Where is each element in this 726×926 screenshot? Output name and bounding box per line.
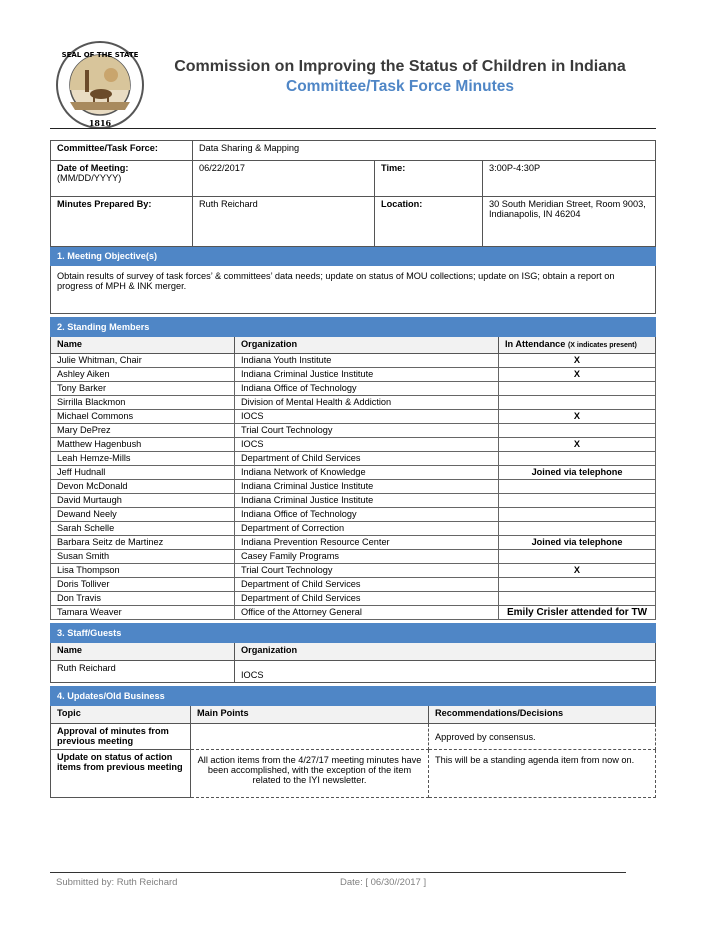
- member-attendance: Emily Crisler attended for TW: [499, 606, 656, 620]
- member-row: [51, 578, 656, 592]
- member-organization: Indiana Criminal Justice Institute: [235, 480, 499, 494]
- member-name: Jeff Hudnall: [51, 466, 235, 480]
- member-organization: Indiana Criminal Justice Institute: [235, 368, 499, 382]
- member-organization: Trial Court Technology: [235, 564, 499, 578]
- member-name: Sarah Schelle: [51, 522, 235, 536]
- member-name: Devon McDonald: [51, 480, 235, 494]
- objective-heading: 1. Meeting Objective(s): [51, 247, 656, 266]
- member-organization: IOCS: [235, 438, 499, 452]
- document-subtitle: Committee/Task Force Minutes: [286, 78, 514, 95]
- member-row: [51, 424, 656, 438]
- members-col-org: Organization: [235, 337, 499, 354]
- update-points: All action items from the 4/27/17 meeting minutes have been accomplished, with the exception of the item related to the IYI newsletter.: [191, 750, 429, 798]
- member-name: Lisa Thompson: [51, 564, 235, 578]
- updates-col-topic: Topic: [51, 706, 191, 724]
- member-attendance: X: [499, 564, 656, 578]
- member-row: [51, 368, 656, 382]
- staff-col-org: Organization: [235, 643, 656, 661]
- member-organization: Department of Child Services: [235, 592, 499, 606]
- member-row: [51, 522, 656, 536]
- standing-members-table: [50, 317, 656, 620]
- member-name: Leah Hemze-Mills: [51, 452, 235, 466]
- update-recs: Approved by consensus.: [429, 724, 656, 750]
- member-organization: Department of Child Services: [235, 578, 499, 592]
- staff-org: IOCS: [235, 661, 656, 683]
- updates-col-recs: Recommendations/Decisions: [429, 706, 656, 724]
- date-value: 06/22/2017: [193, 161, 375, 197]
- member-name: Susan Smith: [51, 550, 235, 564]
- member-attendance: [499, 522, 656, 536]
- staff-col-name: Name: [51, 643, 235, 661]
- member-row: [51, 606, 656, 620]
- time-label: Time:: [375, 161, 483, 197]
- committee-label: Committee/Task Force:: [51, 141, 193, 161]
- member-name: Dewand Neely: [51, 508, 235, 522]
- member-organization: Indiana Prevention Resource Center: [235, 536, 499, 550]
- member-attendance: [499, 480, 656, 494]
- updates-table: [50, 686, 656, 798]
- member-organization: Indiana Criminal Justice Institute: [235, 494, 499, 508]
- date-label-cell: [51, 161, 193, 197]
- member-row: [51, 466, 656, 480]
- member-name: Don Travis: [51, 592, 235, 606]
- member-name: Tamara Weaver: [51, 606, 235, 620]
- member-organization: Division of Mental Health & Addiction: [235, 396, 499, 410]
- staff-guests-table: [50, 623, 656, 683]
- member-name: Tony Barker: [51, 382, 235, 396]
- member-name: Barbara Seitz de Martinez: [51, 536, 235, 550]
- svg-text:SEAL OF THE STATE: SEAL OF THE STATE: [61, 51, 139, 59]
- member-row: [51, 410, 656, 424]
- updates-heading: 4. Updates/Old Business: [51, 687, 656, 706]
- member-name: David Murtaugh: [51, 494, 235, 508]
- member-name: Mary DePrez: [51, 424, 235, 438]
- submitted-by: Submitted by: Ruth Reichard: [56, 877, 178, 888]
- member-attendance: Joined via telephone: [499, 466, 656, 480]
- member-attendance: [499, 578, 656, 592]
- members-col-name: Name: [51, 337, 235, 354]
- member-row: [51, 382, 656, 396]
- member-row: [51, 480, 656, 494]
- member-attendance: X: [499, 410, 656, 424]
- staff-heading: 3. Staff/Guests: [51, 624, 656, 643]
- objective-text: Obtain results of survey of task forces’ & committees’ data needs; update on status of MOU collections; update on ISG; obtain a report on progress of MPH & INK merger.: [51, 266, 656, 314]
- member-organization: IOCS: [235, 410, 499, 424]
- member-attendance: [499, 452, 656, 466]
- member-row: [51, 592, 656, 606]
- member-row: [51, 396, 656, 410]
- member-organization: Office of the Attorney General: [235, 606, 499, 620]
- prepared-value: Ruth Reichard: [193, 197, 375, 247]
- member-attendance: [499, 592, 656, 606]
- attendance-note: (X indicates present): [567, 342, 637, 349]
- member-row: [51, 508, 656, 522]
- members-col-attendance: In Attendance (X indicates present): [499, 337, 656, 354]
- prepared-label: Minutes Prepared By:: [51, 197, 193, 247]
- member-attendance: [499, 494, 656, 508]
- member-organization: Casey Family Programs: [235, 550, 499, 564]
- member-name: Michael Commons: [51, 410, 235, 424]
- staff-name: Ruth Reichard: [51, 661, 235, 683]
- member-row: [51, 550, 656, 564]
- member-attendance: [499, 424, 656, 438]
- time-value: 3:00P-4:30P: [483, 161, 656, 197]
- member-attendance: X: [499, 368, 656, 382]
- member-row: [51, 536, 656, 550]
- member-organization: Indiana Office of Technology: [235, 382, 499, 396]
- member-attendance: [499, 550, 656, 564]
- meeting-info-table: [50, 140, 656, 314]
- member-name: Matthew Hagenbush: [51, 438, 235, 452]
- date-label: Date of Meeting:: [57, 163, 129, 173]
- member-row: [51, 452, 656, 466]
- update-points: [191, 724, 429, 750]
- members-heading: 2. Standing Members: [51, 318, 656, 337]
- date-format: (MM/DD/YYYY): [57, 173, 122, 183]
- update-topic: Approval of minutes from previous meeting: [51, 724, 191, 750]
- updates-col-points: Main Points: [191, 706, 429, 724]
- member-row: [51, 438, 656, 452]
- submitted-date: Date: [ 06/30//2017 ]: [340, 877, 427, 888]
- member-name: Sirrilla Blackmon: [51, 396, 235, 410]
- member-rows: [51, 354, 656, 620]
- member-attendance: [499, 382, 656, 396]
- location-label: Location:: [375, 197, 483, 247]
- location-value: 30 South Meridian Street, Room 9003, Indianapolis, IN 46204: [483, 197, 656, 247]
- update-recs: This will be a standing agenda item from now on.: [429, 750, 656, 798]
- member-organization: Trial Court Technology: [235, 424, 499, 438]
- member-attendance: [499, 396, 656, 410]
- footer-divider: [50, 872, 626, 873]
- member-attendance: Joined via telephone: [499, 536, 656, 550]
- update-topic: Update on status of action items from previous meeting: [51, 750, 191, 798]
- member-name: Julie Whitman, Chair: [51, 354, 235, 368]
- member-attendance: X: [499, 354, 656, 368]
- member-name: Doris Tolliver: [51, 578, 235, 592]
- member-attendance: [499, 508, 656, 522]
- member-row: [51, 564, 656, 578]
- member-organization: Indiana Youth Institute: [235, 354, 499, 368]
- member-organization: Indiana Network of Knowledge: [235, 466, 499, 480]
- member-row: [51, 354, 656, 368]
- svg-text:1816: 1816: [88, 118, 112, 128]
- member-organization: Department of Correction: [235, 522, 499, 536]
- member-row: [51, 494, 656, 508]
- committee-value: Data Sharing & Mapping: [193, 141, 656, 161]
- header-divider: [50, 128, 656, 129]
- state-seal-logo: [55, 40, 145, 130]
- member-organization: Department of Child Services: [235, 452, 499, 466]
- member-name: Ashley Aiken: [51, 368, 235, 382]
- member-attendance: X: [499, 438, 656, 452]
- document-title: Commission on Improving the Status of Children in Indiana: [174, 58, 626, 75]
- member-organization: Indiana Office of Technology: [235, 508, 499, 522]
